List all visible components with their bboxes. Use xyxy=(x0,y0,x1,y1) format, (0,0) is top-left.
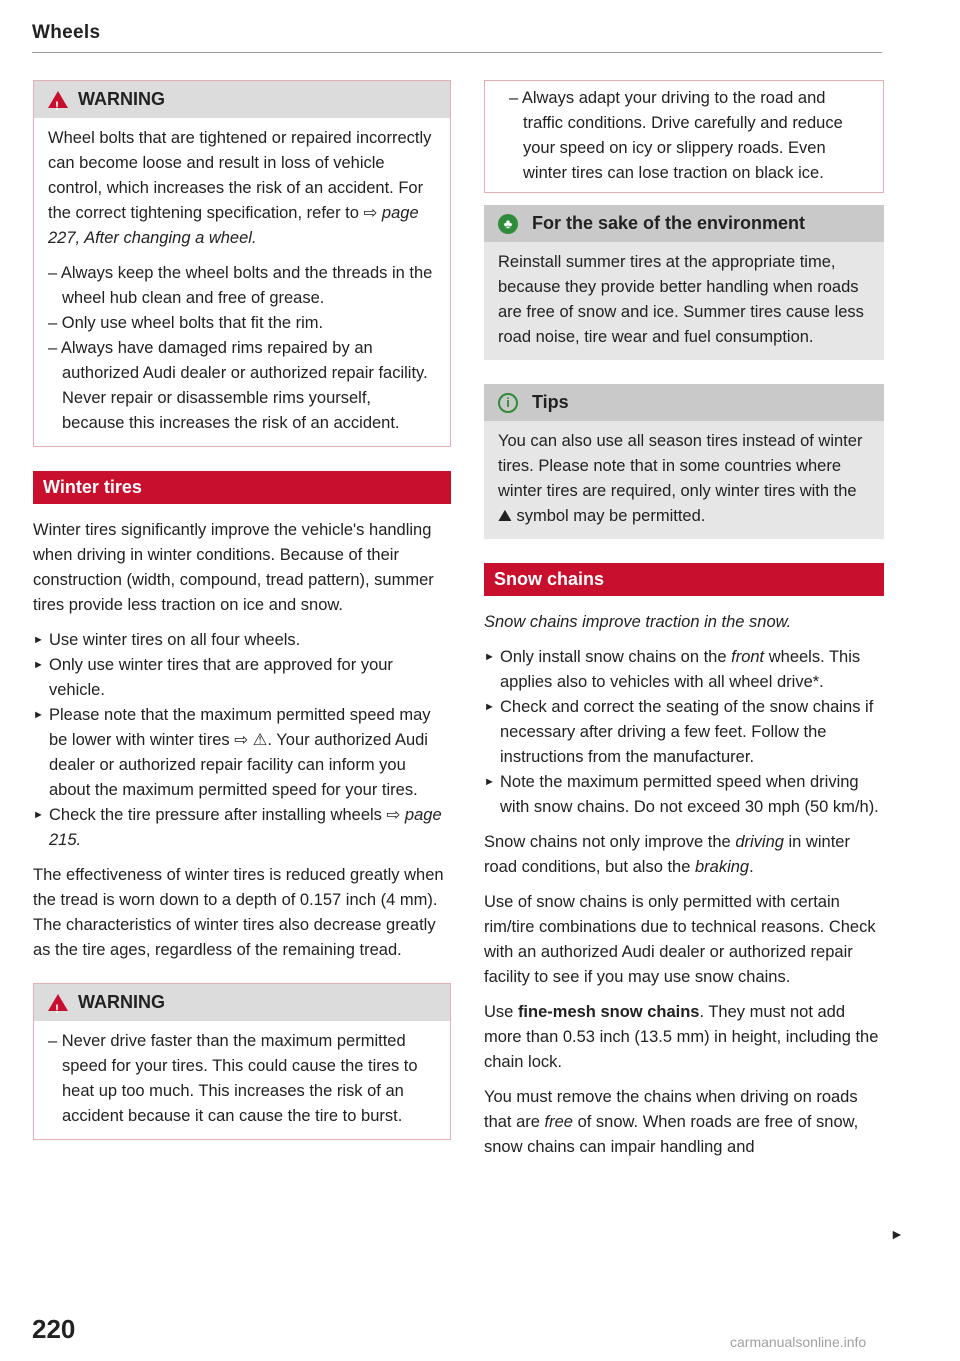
paragraph-text: Use xyxy=(484,1003,518,1021)
tips-text: symbol may be permitted. xyxy=(511,507,706,525)
bullet-text: Only install snow chains on the xyxy=(500,648,732,666)
warning-header xyxy=(34,81,450,118)
tips-header xyxy=(484,384,884,421)
warning-item: – Always have damaged rims repaired by an authorized Audi dealer or authorized repair facility. Never repair or disassemble rims yourself, because this increases the risk of an accident. xyxy=(48,339,428,432)
tips-text: You can also use all season tires instead of winter tires. Please note that in some countries where winter tires are required, only winter tires with the xyxy=(498,432,863,500)
warning-triangle-icon xyxy=(48,994,68,1011)
bullet-text: Check the tire pressure after installing wheels xyxy=(49,806,382,824)
warning-intro-text: Wheel bolts that are tightened or repaired incorrectly can become loose and result in loss of vehicle control, which increases the risk of an accident. For the correct tightening specification, refer to xyxy=(48,129,432,222)
environment-header xyxy=(484,205,884,242)
page-ref-link[interactable]: ⇨ page 227, After changing a wheel. xyxy=(48,204,419,247)
snow-subtitle: Snow chains improve traction in the snow. xyxy=(484,613,792,631)
paragraph-text: Snow chains not only improve the xyxy=(484,833,736,851)
section-title-winter-tires: Winter tires xyxy=(33,471,451,504)
header-divider xyxy=(32,52,882,53)
paragraph-text: . xyxy=(749,858,754,876)
warning-body xyxy=(34,118,450,446)
bullet-text: wheels. This applies also to vehicles with all wheel drive*. xyxy=(500,648,861,691)
right-column xyxy=(484,80,884,1170)
continue-arrow-icon: ► xyxy=(890,1226,904,1242)
tips-box xyxy=(484,384,884,539)
warning-label: WARNING xyxy=(78,992,165,1012)
watermark: carmanualsonline.info xyxy=(730,1334,867,1350)
info-icon: i xyxy=(498,393,518,413)
winter-tread-paragraph: The effectiveness of winter tires is reduced greatly when the tread is worn down to a depth of 0.157 inch (4 mm). The characteristics of winter tires also decrease greatly as the tire ages, regardless of the remaining tread. xyxy=(33,866,444,959)
warning-triangle-icon xyxy=(48,91,68,108)
paragraph-text: in winter road conditions, but also the xyxy=(484,833,850,876)
warning-label: WARNING xyxy=(78,89,165,109)
paragraph-emphasis: driving xyxy=(735,833,784,851)
section-title-snow-chains: Snow chains xyxy=(484,563,884,596)
winter-intro: Winter tires significantly improve the vehicle's handling when driving in winter conditions. Because of their construction (width, compound, tread pattern), summer tires provide less traction on ice and snow. xyxy=(33,521,434,614)
bullet-item: ► Only use winter tires that are approved for your vehicle. xyxy=(33,653,451,703)
bullet-emphasis: front xyxy=(731,648,765,666)
environment-body: Reinstall summer tires at the appropriate time, because they provide better handling when roads are free of snow and ice. Summer tires cause less road noise, tire wear and fuel consumption. xyxy=(498,253,864,346)
snow-paragraph xyxy=(484,1000,884,1075)
bullet-item xyxy=(33,803,451,853)
left-column xyxy=(33,80,451,1164)
page-number: 220 xyxy=(32,1314,76,1344)
warning-item: – Only use wheel bolts that fit the rim. xyxy=(48,314,324,332)
paragraph-text: of snow. When roads are free of snow, snow chains can impair handling and xyxy=(484,1113,859,1156)
bullet-item: ► Note the maximum permitted speed when driving with snow chains. Do not exceed 30 mph (50 km/h). xyxy=(484,770,884,820)
warning-box-speed xyxy=(33,983,451,1140)
warning-intro xyxy=(48,126,436,251)
environment-label: For the sake of the environment xyxy=(532,213,806,233)
warning-item: – Never drive faster than the maximum permitted speed for your tires. This could cause the tires to heat up too much. This increases the risk of an accident because it can cause the tire to burst. xyxy=(48,1032,418,1125)
snow-paragraph xyxy=(484,830,884,880)
paragraph-text: . They must not add more than 0.53 inch (13.5 mm) in height, including the chain lock. xyxy=(484,1003,879,1071)
warning-continuation xyxy=(484,80,884,193)
paragraph-emphasis: braking xyxy=(694,858,750,876)
tips-body xyxy=(484,421,884,539)
bullet-item xyxy=(484,645,884,695)
warning-item: – Always adapt your driving to the road and traffic conditions. Drive carefully and reduce your speed on icy or slippery roads. Even winter tires can lose traction on black ice. xyxy=(509,89,843,182)
snow-paragraph xyxy=(484,1085,884,1160)
paragraph-strong: fine-mesh snow chains xyxy=(517,1003,700,1021)
bullet-item: ► Use winter tires on all four wheels. xyxy=(33,628,451,653)
warning-header xyxy=(34,984,450,1021)
paragraph-text: You must remove the chains when driving on roads that are xyxy=(484,1088,858,1131)
tips-label: Tips xyxy=(532,392,569,412)
warning-box-wheel-bolts xyxy=(33,80,451,447)
bullet-item: ► Check and correct the seating of the snow chains if necessary after driving a few feet. Follow the instructions from the manufacturer. xyxy=(484,695,884,770)
page-header: Wheels xyxy=(32,22,101,43)
warning-body xyxy=(34,1021,450,1139)
environment-leaf-icon: ♣ xyxy=(498,214,518,234)
paragraph-emphasis: free xyxy=(544,1113,573,1131)
snowflake-mountain-symbol-icon: ⛰ xyxy=(498,507,512,525)
warning-item: – Always keep the wheel bolts and the threads in the wheel hub clean and free of grease. xyxy=(48,264,433,307)
snow-paragraph: Use of snow chains is only permitted with certain rim/tire combinations due to technical reasons. Check with an authorized Audi dealer or authorized repair facility to see if you may use snow chains. xyxy=(484,893,876,986)
bullet-item: ► Please note that the maximum permitted speed may be lower with winter tires ⇨ ⚠. Your authorized Audi dealer or authorized repair facility can inform you about the maximum permitted speed for your tires. xyxy=(33,703,451,803)
environment-box xyxy=(484,205,884,360)
page-ref-link[interactable]: ⇨ page 215. xyxy=(49,806,442,849)
